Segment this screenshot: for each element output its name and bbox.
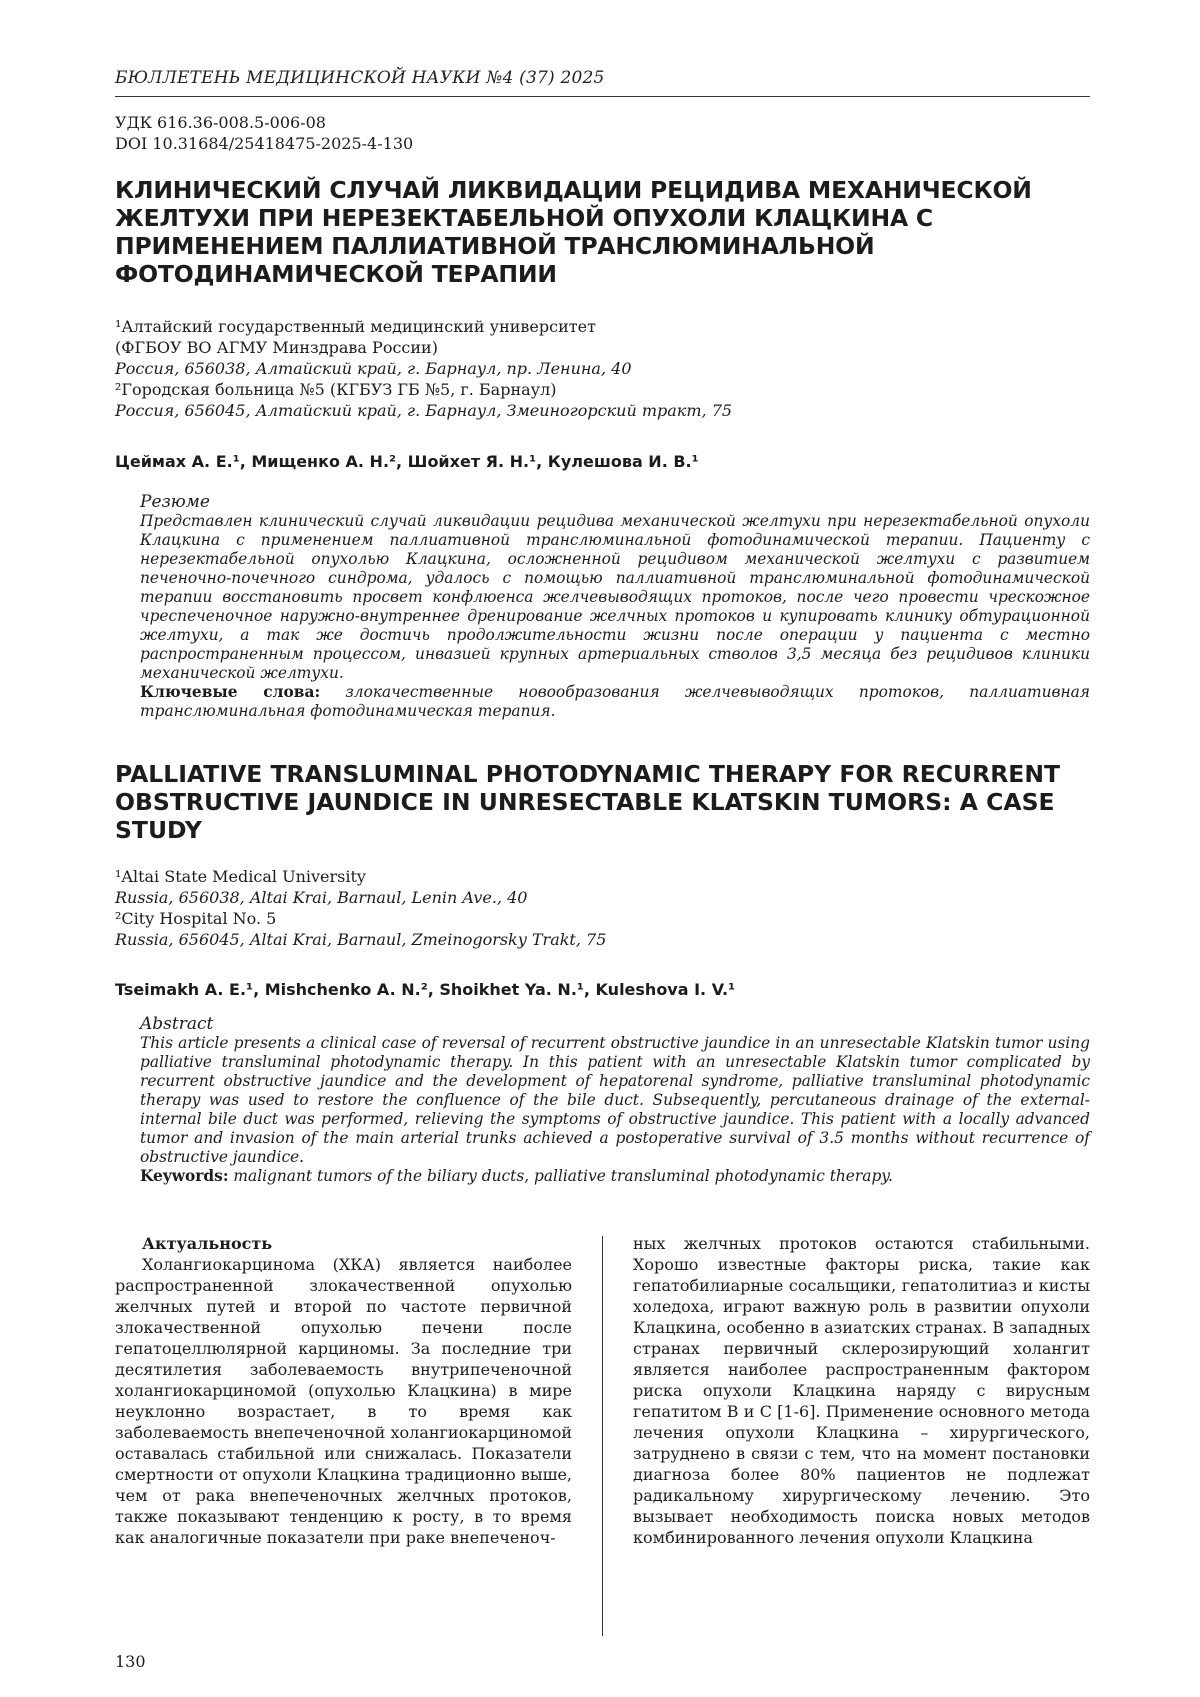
affiliation-2-address: Россия, 656045, Алтайский край, г. Барнаул, Змеиногорский тракт, 75 <box>115 401 733 420</box>
body-paragraph: Холангиокарцинома (ХКА) является наиболее распространенной злокачественной опухолью желчных путей и второй по частоте первичной злокачественной опухолью печени после гепатоцеллюлярной карциномы. За последние три десятилетия заболеваемость внутрипеченочной холангиокарциномой (опухолью Клацкина) в мире неуклонно возрастает, в то время как заболеваемость внепеченочной холангиокарциномой оставалась стабильной или снижалась. Показатели смертности от опухоли Клацкина традиционно выше, чем от рака внепеченочных желчных протоков, также показывают тенденцию к росту, в то время как аналогичные показатели при раке внепеченоч- <box>115 1255 572 1547</box>
affiliation-2-name: ²City Hospital No. 5 <box>115 909 277 928</box>
page-number: 130 <box>115 1652 146 1671</box>
keywords <box>140 1167 1090 1186</box>
keywords-label: Ключевые слова: <box>140 683 321 701</box>
abstract-text: Представлен клинический случай ликвидации рецидива механической желтухи при нерезектабельной опухоли Клацкина с применением паллиативной транслюминальной фотодинамической терапии. Пациенту с нерезектабельной опухолью Клацкина, осложненной рецидивом механической желтухи с развитием печеночно-почечного синдрома, удалось с помощью паллиативной транслюминальной фотодинамической терапии восстановить просвет конфлюенса желчевыводящих протоков, после чего провести чрескожное чреспеченочное наружно-внутреннее дренирование желчных протоков и купировать клинику обтурационной желтухи, а так же достичь продолжительности жизни после операции у пациента с местно распространенным процессом, инвазией крупных артериальных стволов 3,5 месяца без рецидивов клиники механической желтухи. <box>140 512 1090 682</box>
affiliations-english <box>115 866 1090 950</box>
keywords-text: malignant tumors of the biliary ducts, palliative transluminal photodynamic therapy. <box>233 1167 893 1185</box>
journal-header: БЮЛЛЕТЕНЬ МЕДИЦИНСКОЙ НАУКИ №4 (37) 2025 <box>115 68 605 88</box>
section-heading: Актуальность <box>142 1234 273 1253</box>
column-divider <box>602 1236 603 1636</box>
affiliation-1-abbr: (ФГБОУ ВО АГМУ Минздрава России) <box>115 338 438 357</box>
abstract-russian <box>140 492 1090 721</box>
affiliations-russian <box>115 316 1090 421</box>
body-column-left <box>115 1233 572 1548</box>
abstract-heading: Abstract <box>140 1014 214 1034</box>
keywords-text: злокачественные новообразования желчевыводящих протоков, паллиативная транслюминальная фотодинамическая терапия. <box>140 683 1090 720</box>
udk-code: УДК 616.36-008.5-006-08 <box>115 113 326 132</box>
doi[interactable]: DOI 10.31684/25418475-2025-4-130 <box>115 134 414 153</box>
authors-english: Tseimakh A. E.¹, Mishchenko A. N.², Shoikhet Ya. N.¹, Kuleshova I. V.¹ <box>115 980 736 999</box>
keywords-label: Keywords: <box>140 1167 229 1185</box>
article-identifiers <box>115 112 413 154</box>
affiliation-1-name: ¹Алтайский государственный медицинский университет <box>115 317 596 336</box>
body-column-right <box>633 1233 1090 1548</box>
title-english: PALLIATIVE TRANSLUMINAL PHOTODYNAMIC THERAPY FOR RECURRENT OBSTRUCTIVE JAUNDICE IN UNRESECTABLE KLATSKIN TUMORS: A CASE STUDY <box>115 760 1061 844</box>
body-paragraph: ных желчных протоков остаются стабильными. Хорошо известные факторы риска, такие как гепатобилиарные сосальщики, гепатолитиаз и кисты холедоха, играют важную роль в развитии опухоли Клацкина, особенно в азиатских странах. В западных странах первичный склерозирующий холангит является наиболее распространенным фактором риска опухоли Клацкина наряду с вирусным гепатитом В и С [1-6]. Применение основного метода лечения опухоли Клацкина – хирургического, затруднено в связи с тем, что на момент постановки диагноза более 80% пациентов не подлежат радикальному хирургическому лечению. Это вызывает необходимость поиска новых методов комбинированного лечения опухоли Клацкина <box>633 1234 1090 1547</box>
header-divider <box>115 96 1090 97</box>
affiliation-2-address: Russia, 656045, Altai Krai, Barnaul, Zmeinogorsky Trakt, 75 <box>115 930 607 949</box>
affiliation-2-name: ²Городская больница №5 (КГБУЗ ГБ №5, г. Барнаул) <box>115 380 557 399</box>
affiliation-1-address: Russia, 656038, Altai Krai, Barnaul, Lenin Ave., 40 <box>115 888 528 907</box>
authors-russian: Цеймах А. Е.¹, Мищенко А. Н.², Шойхет Я. Н.¹, Кулешова И. В.¹ <box>115 452 699 471</box>
abstract-heading: Резюме <box>140 492 210 512</box>
abstract-text: This article presents a clinical case of reversal of recurrent obstructive jaundice in an unresectable Klatskin tumor using palliative transluminal photodynamic therapy. In this patient with an unresectable Klatskin tumor complicated by recurrent obstructive jaundice and the development of hepatorenal syndrome, palliative transluminal photodynamic therapy was used to restore the confluence of the bile duct. Subsequently, percutaneous drainage of the external-internal bile duct was performed, relieving the symptoms of obstructive jaundice. This patient with a locally advanced tumor and invasion of the main arterial trunks achieved a postoperative survival of 3.5 months without recurrence of obstructive jaundice. <box>140 1034 1090 1166</box>
keywords <box>140 683 1090 721</box>
affiliation-1-name: ¹Altai State Medical University <box>115 867 366 886</box>
affiliation-1-address: Россия, 656038, Алтайский край, г. Барнаул, пр. Ленина, 40 <box>115 359 632 378</box>
title-russian: КЛИНИЧЕСКИЙ СЛУЧАЙ ЛИКВИДАЦИИ РЕЦИДИВА МЕХАНИЧЕСКОЙ ЖЕЛТУХИ ПРИ НЕРЕЗЕКТАБЕЛЬНОЙ ОПУХОЛИ КЛАЦКИНА С ПРИМЕНЕНИЕМ ПАЛЛИАТИВНОЙ ТРАНСЛЮМИНАЛЬНОЙ ФОТОДИНАМИЧЕСКОЙ ТЕРАПИИ <box>115 176 1032 288</box>
abstract-english <box>140 1014 1090 1186</box>
